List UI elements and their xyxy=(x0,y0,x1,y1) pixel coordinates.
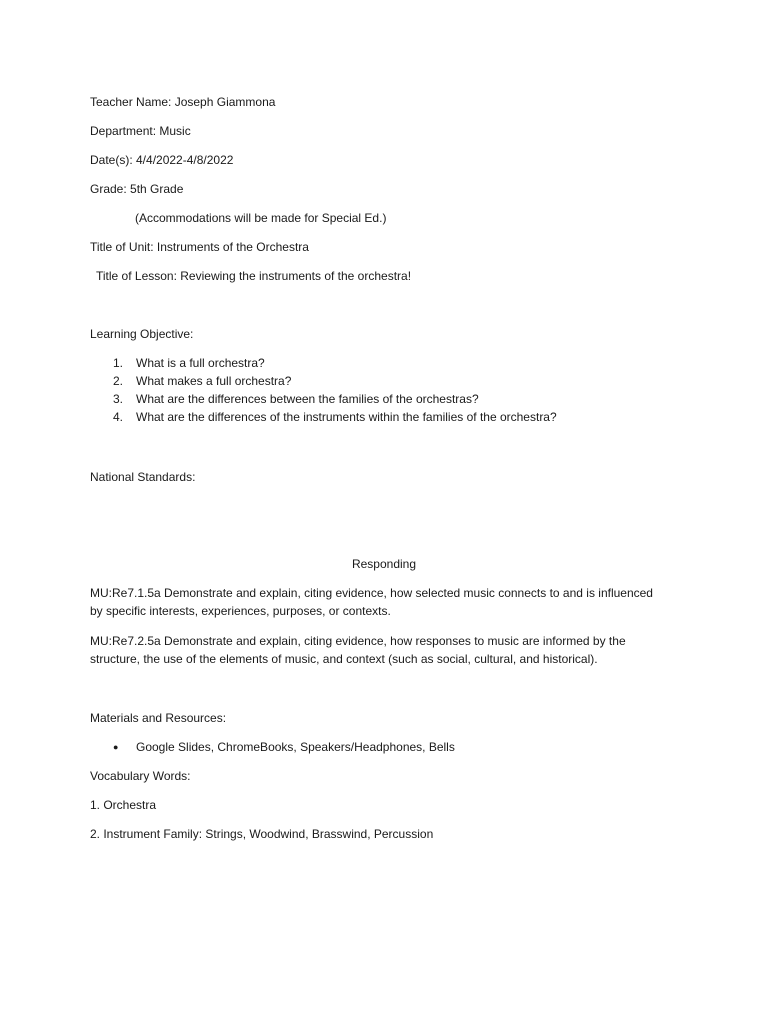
objective-item xyxy=(113,354,265,372)
responding-subheading: Responding xyxy=(351,557,417,571)
materials-heading: Materials and Resources: xyxy=(90,711,227,725)
objective-number: 2. xyxy=(113,374,124,388)
vocabulary-item: 2. Instrument Family: Strings, Woodwind, Brasswind, Percussion xyxy=(90,827,434,841)
objective-text: What are the differences between the families of the orchestras? xyxy=(136,392,479,406)
objective-number: 1. xyxy=(113,356,124,370)
accommodations-note: (Accommodations will be made for Special Ed.) xyxy=(135,211,387,225)
vocabulary-item: 1. Orchestra xyxy=(90,798,157,812)
standard-item: MU:Re7.1.5a Demonstrate and explain, citing evidence, how selected music connects to and is influenced by specific interests, experiences, purposes, or contexts. xyxy=(90,586,653,618)
standard-item: MU:Re7.2.5a Demonstrate and explain, citing evidence, how responses to music are informed by the structure, the use of the elements of music, and context (such as social, cultural, and historical). xyxy=(90,634,626,666)
objective-text: What are the differences of the instruments within the families of the orchestra? xyxy=(136,410,557,424)
objective-text: What makes a full orchestra? xyxy=(136,374,292,388)
objective-number: 3. xyxy=(113,392,124,406)
materials-item xyxy=(113,738,455,756)
teacher-name: Teacher Name: Joseph Giammona xyxy=(90,95,276,109)
vocabulary-heading: Vocabulary Words: xyxy=(90,769,191,783)
lesson-title: Title of Lesson: Reviewing the instruments of the orchestra! xyxy=(96,269,412,283)
materials-text: Google Slides, ChromeBooks, Speakers/Headphones, Bells xyxy=(136,740,455,754)
objective-text: What is a full orchestra? xyxy=(136,356,265,370)
objective-number: 4. xyxy=(113,410,124,424)
national-standards-heading: National Standards: xyxy=(90,470,196,484)
bullet-icon: ● xyxy=(113,742,119,752)
department: Department: Music xyxy=(90,124,191,138)
objective-item xyxy=(113,408,557,426)
grade: Grade: 5th Grade xyxy=(90,182,184,196)
objective-item xyxy=(113,390,479,408)
unit-title: Title of Unit: Instruments of the Orchestra xyxy=(90,240,309,254)
objective-item xyxy=(113,372,291,390)
dates: Date(s): 4/4/2022-4/8/2022 xyxy=(90,153,234,167)
learning-objective-heading: Learning Objective: xyxy=(90,327,194,341)
